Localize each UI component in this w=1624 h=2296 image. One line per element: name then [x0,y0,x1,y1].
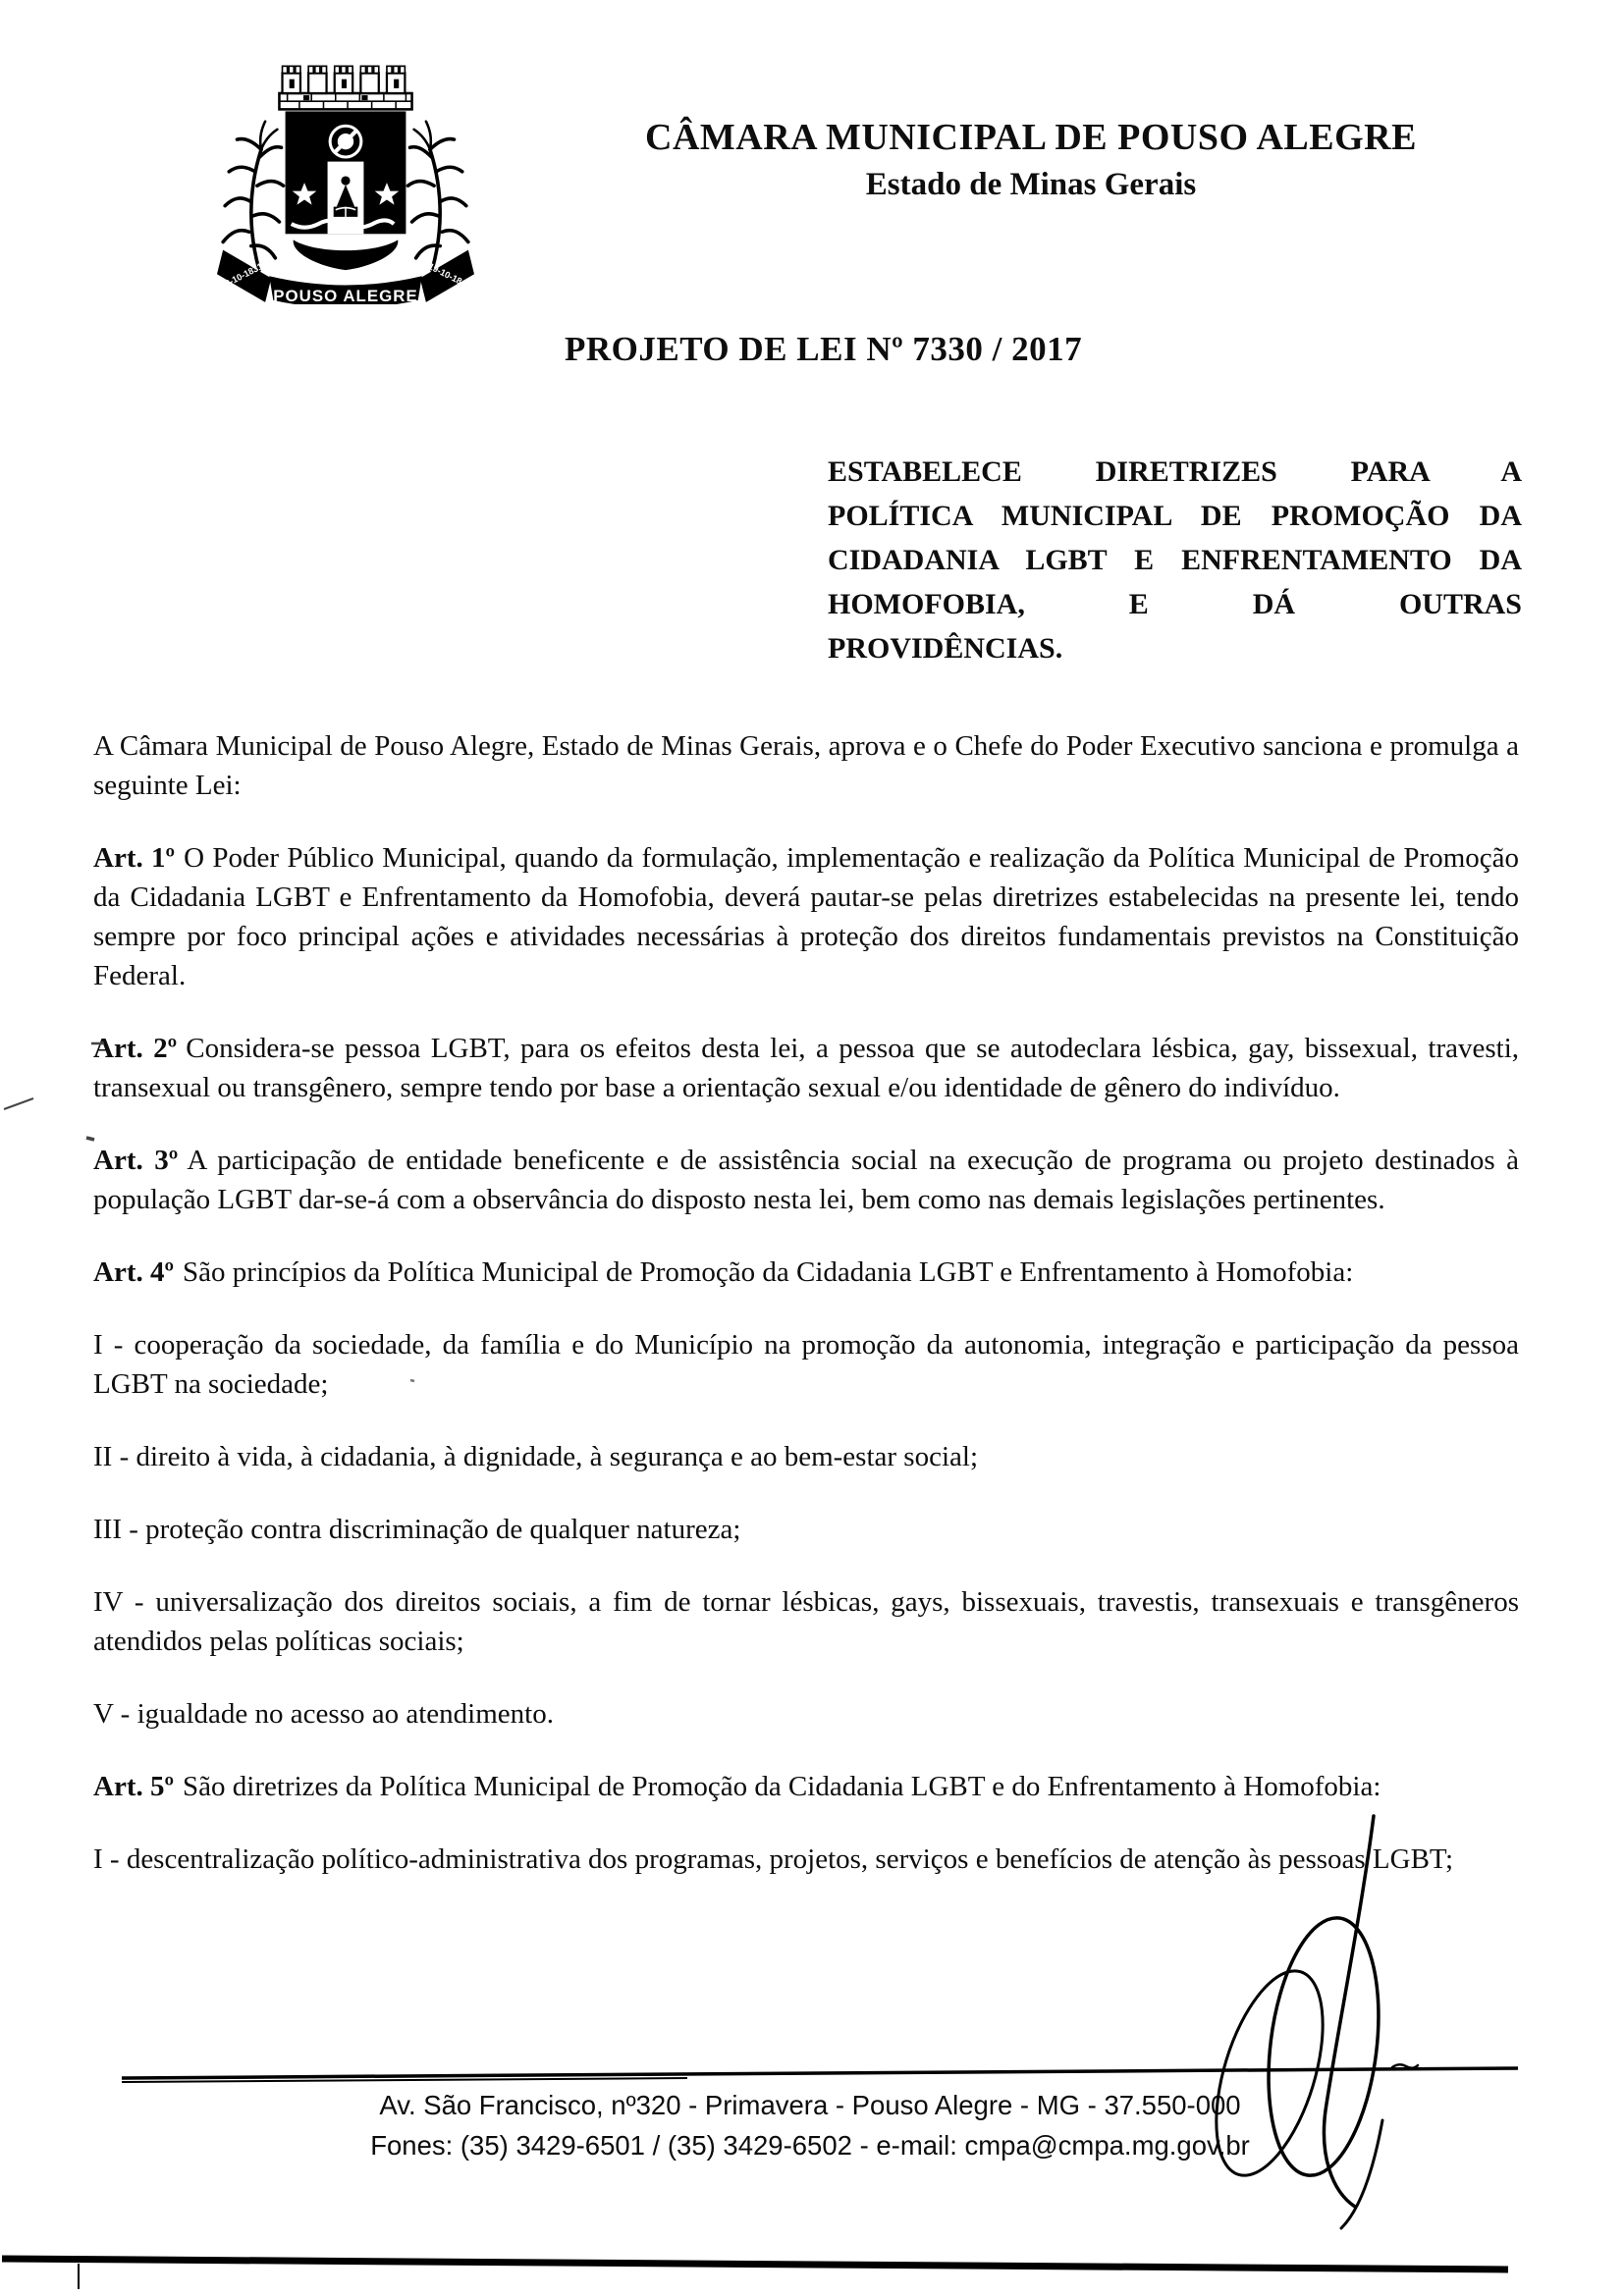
article-5-item-1 [93,1840,1519,1879]
article-4-item-5 [93,1694,1519,1734]
footer-contacts: Fones: (35) 3429-6501 / (35) 3429-6502 - e-mail: cmpa@cmpa.mg.gov.br [370,2130,1250,2161]
paragraph-text: I - cooperação da sociedade, da família e do Município na promoção da autonomia, integração e participação da pessoa LGBT na sociedade; [93,1329,1519,1400]
shield-base [294,240,399,270]
preamble [93,726,1519,805]
paragraph-text: Considera-se pessoa LGBT, para os efeitos desta lei, a pessoa que se autodeclara lésbica, gay, bissexual, travesti, transexual ou transgênero, sempre tendo por base a orientação sexual e/ou identidade de gênero do indivíduo. [93,1033,1520,1103]
footer-address: Av. São Francisco, nº320 - Primavera - Pouso Alegre - MG - 37.550-000 [379,2090,1241,2120]
paragraph-text: O Poder Público Municipal, quando da formulação, implementação e realização da Política Municipal de Promoção da Cidadania LGBT e Enfrentamento da Homofobia, deverá pautar-se pelas diretrizes estabelecidas na presente lei, tendo sempre por foco principal ações e atividades necessárias à proteção dos direitos fundamentais previstos na Constituição Federal. [93,842,1519,991]
paragraph-text: III - proteção contra discriminação de qualquer natureza; [93,1514,741,1545]
article-5 [93,1767,1519,1806]
paragraph-text: V - igualdade no acesso ao atendimento. [93,1698,554,1730]
bottom-page-rule [2,2259,1508,2269]
law-body [93,726,1519,1912]
shield [286,111,406,270]
epigraph-line: HOMOFOBIA, E DÁ OUTRAS [828,588,1522,620]
epigraph-line: PROVIDÊNCIAS. [828,632,1063,665]
coat-of-arms [175,53,516,304]
article-2 [93,1029,1519,1107]
article-4-item-1 [93,1325,1519,1404]
ribbon-date-left: 13-10-1831 [218,261,265,292]
footer [93,2085,1527,2165]
paragraph-label: Art. 4º [93,1256,175,1288]
epigraph-line: POLÍTICA MUNICIPAL DE PROMOÇÃO DA [828,500,1522,532]
ribbon-date-right: 19-10-1848 [426,261,473,292]
paragraph-text: São diretrizes da Política Municipal de Promoção da Cidadania LGBT e do Enfrentamento à Homofobia: [183,1771,1381,1802]
paragraph-label: Art. 3º [93,1145,179,1176]
crown-icon [279,66,411,109]
org-subtitle: Estado de Minas Gerais [865,167,1197,202]
article-4-item-4 [93,1582,1519,1661]
paragraph-text: A Câmara Municipal de Pouso Alegre, Estado de Minas Gerais, aprova e o Chefe do Poder Executivo sanciona e promulga a seguinte Lei: [93,730,1519,801]
letterhead [619,116,1443,203]
epigraph-line: ESTABELECE DIRETRIZES PARA A [828,455,1522,488]
epigraph-line: CIDADANIA LGBT E ENFRENTAMENTO DA [828,544,1522,576]
article-4 [93,1253,1519,1292]
wheat-stalk-right-icon [407,122,467,270]
epigraph [828,450,1522,670]
paragraph-label: Art. 1º [93,842,176,874]
paragraph-label: Art. 2º [93,1033,178,1064]
article-3 [93,1141,1519,1219]
footer-separator-rule [122,2068,1518,2078]
paragraph-text: IV - universalização dos direitos sociais, a fim de tornar lésbicas, gays, bissexuais, travestis, transexuais e transgêneros atendidos pelas políticas sociais; [93,1586,1519,1657]
wheat-stalk-left-icon [223,122,283,270]
paragraph-text: II - direito à vida, à cidadania, à dignidade, à segurança e ao bem-estar social; [93,1441,978,1472]
paragraph-label: Art. 5º [93,1771,175,1802]
paragraph-text: I - descentralização político-administrativa dos programas, projetos, serviços e benefícios de atenção às pessoas LGBT; [93,1843,1454,1875]
paragraph-text: A participação de entidade beneficente e de assistência social na execução de programa ou projeto destinados à população LGBT dar-se-á com a observância do disposto nesta lei, bem como nas demais legislações pertinentes. [93,1145,1520,1215]
article-4-item-3 [93,1510,1519,1549]
org-name: CÂMARA MUNICIPAL DE POUSO ALEGRE [645,117,1417,158]
document-title: PROJETO DE LEI Nº 7330 / 2017 [565,330,1083,368]
article-1 [93,838,1519,995]
ribbon-city-label: POUSO ALEGRE [273,286,418,304]
paragraph-text: São princípios da Política Municipal de Promoção da Cidadania LGBT e Enfrentamento à Homofobia: [183,1256,1354,1288]
article-4-item-2 [93,1437,1519,1476]
